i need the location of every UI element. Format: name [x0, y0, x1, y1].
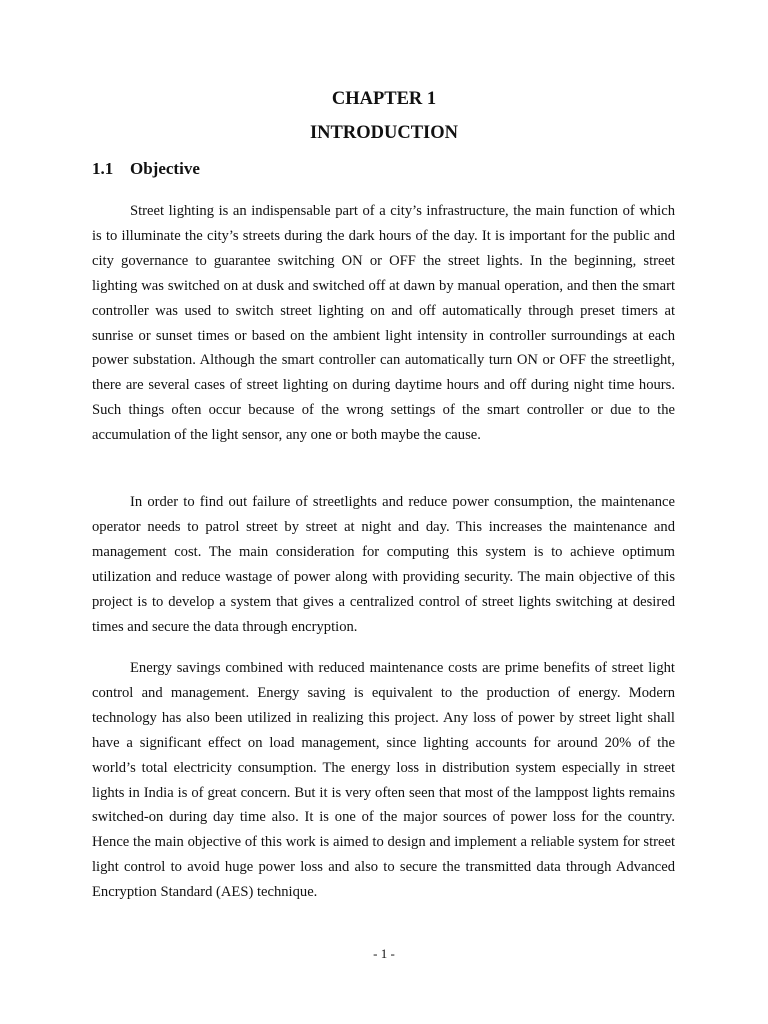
paragraph-2	[92, 490, 675, 639]
section-title: Objective	[130, 159, 200, 178]
chapter-number: CHAPTER 1	[331, 89, 437, 109]
paragraph-2-text: In order to find out failure of streetlights and reduce power consumption, the maintenance operator needs to patrol street by street at night and day. This increases the maintenance and management cost. The main consideration for computing this system is to achieve optimum utilization and reduce wastage of power along with providing security. The main objective of this project is to develop a system that gives a centralized control of street lights switching at desired times and secure the data through encryption.	[92, 494, 675, 635]
paragraph-3-text: Energy savings combined with reduced maintenance costs are prime benefits of street light control and management. Energy saving is equivalent to the production of energy. Modern technology has also been utilized in realizing this project. Any loss of power by street light shall have a significant effect on load management, since lighting accounts for around 20% of the world’s total electricity consumption. The energy loss in distribution system especially in street lights in India is of great concern. But it is very often seen that most of the lamppost lights remains switched-on during day time also. It is one of the major sources of power loss for the country. Hence the main objective of this work is aimed to design and implement a reliable system for street light control to avoid huge power loss and also to secure the transmitted data through Advanced Encryption Standard (AES) technique.	[92, 660, 675, 901]
section-number: 1.1	[92, 159, 114, 178]
paragraph-1-text: Street lighting is an indispensable part of a city’s infrastructure, the main function of which is to illuminate the city’s streets during the dark hours of the day. It is important for the public and city governance to guarantee switching ON or OFF the street lights. In the beginning, street lighting was switched on at dusk and switched off at dawn by manual operation, and then the smart controller was used to switch street lighting on and off automatically through preset timers at sunrise or sunset times or based on the ambient light intensity in controller surroundings at each power substation. Although the smart controller can automatically turn ON or OFF the streetlight, there are several cases of street lighting on during daytime hours and off during night time hours. Such things often occur because of the wrong settings of the smart controller or due to the accumulation of the light sensor, any one or both maybe the cause.	[92, 203, 675, 444]
paragraph-3	[92, 656, 675, 905]
chapter-title: INTRODUCTION	[309, 123, 459, 143]
section-heading	[92, 156, 200, 182]
page-number: - 1 -	[373, 946, 395, 961]
paragraph-1	[92, 199, 675, 448]
